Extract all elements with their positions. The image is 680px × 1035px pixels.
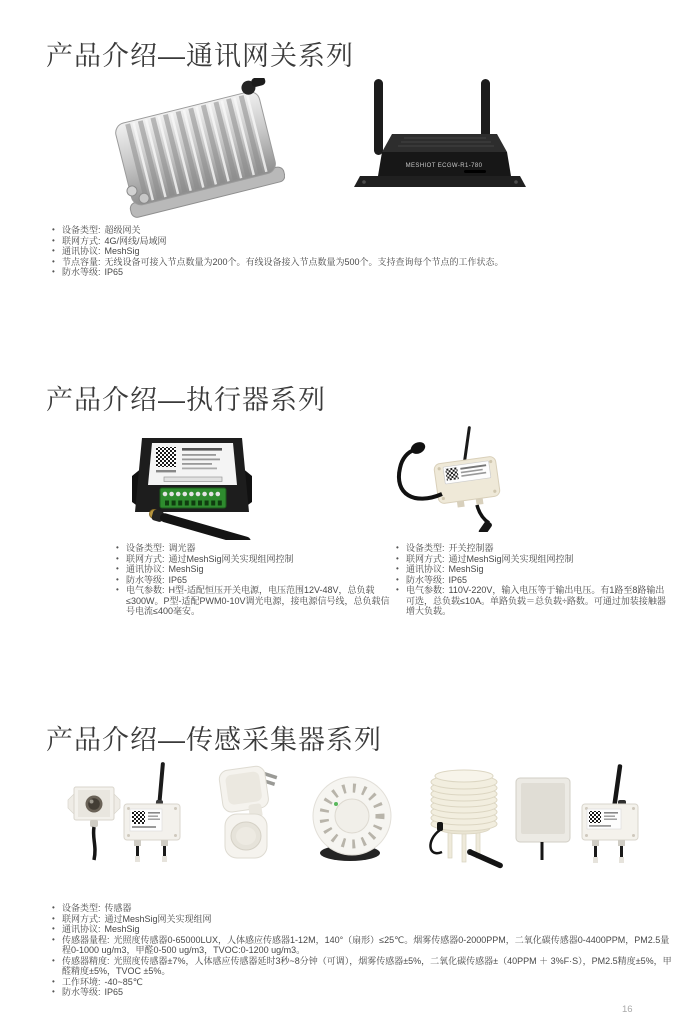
bullet-item xyxy=(50,903,674,914)
bullet-item xyxy=(394,575,672,586)
bullet-label: 设备类型: xyxy=(62,903,101,913)
bullet-label: 联网方式: xyxy=(126,553,165,564)
bullet-item xyxy=(114,554,390,565)
light-sensor-image xyxy=(64,760,189,878)
bullet-value: 110V-220V，输入电压等于输出电压。有1路至8路输出可选，总负载≤10A。单路负载＝总负载÷路数。可通过加装接触器增大负载。 xyxy=(406,585,666,616)
section3-bullet-list xyxy=(50,903,674,998)
bullet-item xyxy=(114,585,390,617)
bullet-label: 防水等级: xyxy=(62,267,101,277)
bullet-label: 通讯协议: xyxy=(62,246,101,256)
weather-shield-sensor-image xyxy=(420,764,510,874)
bullet-value: 光照度传感器±7%，人体感应传感器延时3秒~8分钟（可调），烟雾传感器±5%，二氧化碳传感器±（40PPM ＋ 3%F·S），PM2.5精度±5%，甲醛精度±5%，TVOC ±5%。 xyxy=(62,955,672,976)
sensor-antenna xyxy=(612,764,622,806)
bullet-item xyxy=(50,987,674,998)
bullet-value: 开关控制器 xyxy=(448,543,494,553)
status-led xyxy=(334,802,338,806)
cable xyxy=(477,505,489,523)
section2-right-bullet-list xyxy=(394,543,672,617)
bullet-value: MeshSig xyxy=(168,564,204,574)
bullet-item xyxy=(50,977,674,988)
bullet-item xyxy=(114,564,390,575)
bullet-value: -40~85℃ xyxy=(104,976,143,987)
switch-controller-image xyxy=(384,422,511,532)
dimmer-antenna xyxy=(151,509,252,540)
section2-title: 产品介绍—执行器系列 xyxy=(46,385,326,416)
bullet-label: 联网方式: xyxy=(406,553,445,564)
cable xyxy=(94,827,95,860)
gateway-router-image xyxy=(354,76,526,198)
bullet-label: 电气参数: xyxy=(406,585,445,595)
bullet-label: 联网方式: xyxy=(62,913,101,924)
page-number: 16 xyxy=(622,1004,633,1015)
section1-title: 产品介绍—通讯网关系列 xyxy=(46,41,354,72)
bullet-item xyxy=(50,956,674,977)
bullet-label: 设备类型: xyxy=(126,543,165,553)
bullet-label: 通讯协议: xyxy=(126,564,165,574)
bullet-value: 无线设备可接入节点数量为200个。有线设备接入节点数量为500个。支持查询每个节点的工作状态。 xyxy=(104,256,504,267)
bullet-value: 通过MeshSig网关实现组网控制 xyxy=(168,553,294,564)
bullet-value: IP65 xyxy=(168,574,188,585)
bullet-item xyxy=(50,914,674,925)
bullet-item xyxy=(50,225,672,236)
sensor-antenna xyxy=(468,849,504,869)
bullet-item xyxy=(394,585,672,617)
bullet-value: IP65 xyxy=(104,987,124,997)
qr-code xyxy=(132,811,145,824)
bullet-item xyxy=(50,246,672,257)
bullet-item xyxy=(394,564,672,575)
bullet-value: MeshSig xyxy=(104,246,140,256)
bullet-item xyxy=(114,543,390,554)
bullet-label: 工作环境: xyxy=(62,976,101,987)
bullet-item xyxy=(50,924,674,935)
plug-connector xyxy=(478,520,493,532)
bullet-value: IP65 xyxy=(448,574,468,585)
bullet-label: 通讯协议: xyxy=(62,924,101,934)
bullet-item xyxy=(50,236,672,247)
bullet-label: 传感器量程: xyxy=(62,934,110,945)
bullet-label: 设备类型: xyxy=(62,225,101,235)
section2-left-bullet-list xyxy=(114,543,390,617)
router-base-plate xyxy=(354,176,526,187)
pir-motion-sensor-image xyxy=(203,762,295,870)
bullet-value: 传感器 xyxy=(104,903,132,913)
cable xyxy=(138,846,165,857)
cable xyxy=(596,846,622,858)
bullet-value: MeshSig xyxy=(104,924,140,934)
controller-body xyxy=(434,456,502,510)
smoke-detector-image xyxy=(306,774,402,868)
section1-bullet-list xyxy=(50,225,672,278)
router-antenna-left xyxy=(374,79,383,155)
bullet-value: 超级网关 xyxy=(104,225,141,235)
bullet-label: 设备类型: xyxy=(406,543,445,553)
super-gateway-image xyxy=(110,78,285,223)
dimmer-image xyxy=(124,424,261,540)
bullet-value: MeshSig xyxy=(448,564,484,574)
bullet-value: 调光器 xyxy=(168,543,196,553)
bullet-value: 通过MeshSig网关实现组网 xyxy=(104,913,212,924)
probe-connector xyxy=(409,440,427,456)
bullet-item xyxy=(394,554,672,565)
controller-antenna xyxy=(463,426,471,462)
qr-code xyxy=(589,811,601,823)
bullet-value: H型-适配恒压开关电源，电压范围12V-48V，总负载≤300W。P型-适配PWM0-10V调光电源，接电源信号线，总负载信号电流≤400毫安。 xyxy=(126,585,390,616)
bullet-item xyxy=(50,935,674,956)
bullet-value: IP65 xyxy=(104,267,124,277)
bullet-label: 防水等级: xyxy=(406,574,445,585)
bullet-value: 4G/网线/局域网 xyxy=(104,235,167,246)
bullet-item xyxy=(114,575,390,586)
louver-stack xyxy=(431,770,497,831)
section3-title: 产品介绍—传感采集器系列 xyxy=(46,725,382,756)
bullet-label: 通讯协议: xyxy=(406,564,445,574)
bullet-item xyxy=(50,267,672,278)
router-model-label: MESHIOT ECGW-R1-780 xyxy=(405,163,483,169)
cable xyxy=(430,830,442,853)
bullet-item xyxy=(394,543,672,554)
bullet-value: 通过MeshSig网关实现组网控制 xyxy=(448,553,574,564)
bullet-value: 光照度传感器0-65000LUX，人体感应传感器1-12M，140°（扇形）≤25℃。烟雾传感器0-2000PPM，二氧化碳传感器0-4400PPM，PM2.5量程0-1000 ug/m3，甲醛0-500 ug/m3，TVOC:0-1200 ug/m3。 xyxy=(62,934,670,955)
bullet-item xyxy=(50,257,672,268)
bullet-label: 防水等级: xyxy=(62,987,101,997)
bullet-label: 联网方式: xyxy=(62,235,101,246)
qr-code xyxy=(156,447,176,467)
bullet-label: 电气参数: xyxy=(126,585,165,595)
panel-sensor-image xyxy=(512,764,642,868)
bullet-label: 防水等级: xyxy=(126,574,165,585)
bullet-label: 传感器精度: xyxy=(62,955,110,966)
sensor-antenna xyxy=(155,762,166,808)
qr-code xyxy=(445,467,459,481)
gateway-body xyxy=(110,78,285,219)
bullet-label: 节点容量: xyxy=(62,256,101,267)
